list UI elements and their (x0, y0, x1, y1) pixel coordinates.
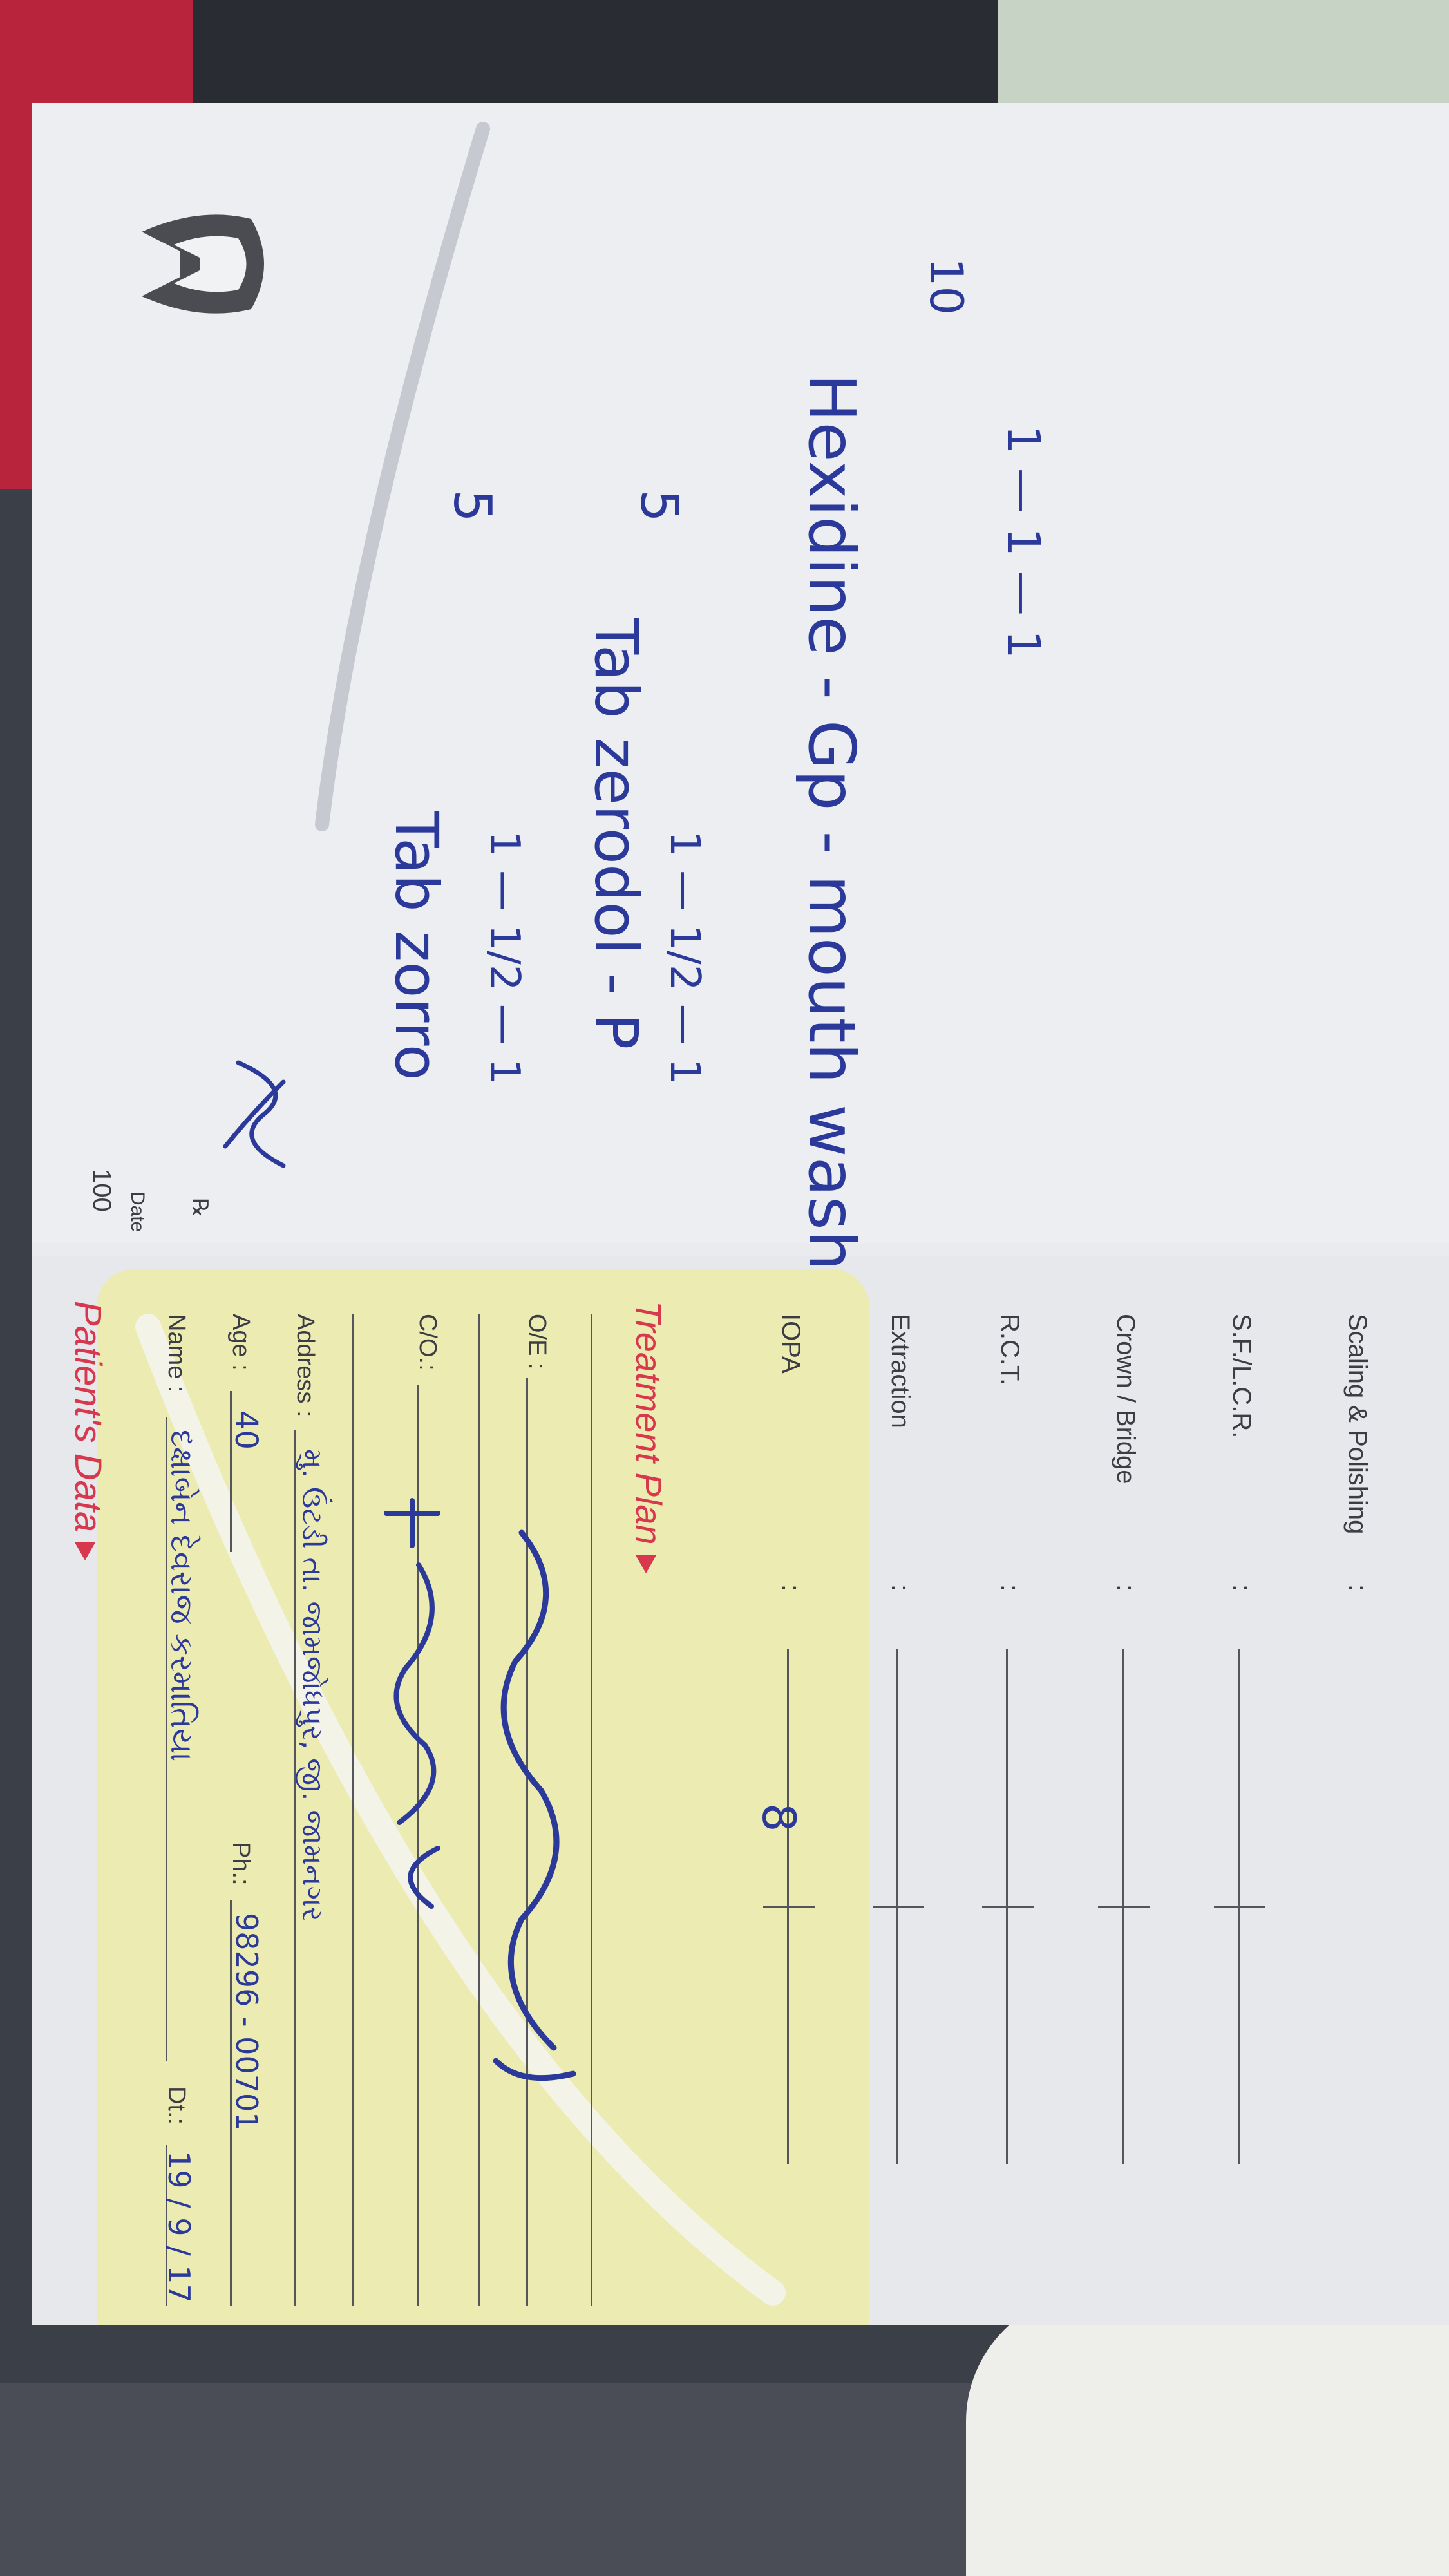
tp-row-rct-label: R.C.T. (996, 1314, 1024, 1386)
tp-row-crown-label: Crown / Bridge (1112, 1314, 1140, 1484)
patients-data-heading (66, 1301, 109, 1560)
treatment-plan-heading-text: Treatment Plan (629, 1301, 669, 1545)
rx-line-4-dose: 1 — 1 — 1 (997, 425, 1050, 659)
age-value: 40 (228, 1410, 264, 1450)
rx-line-3: Hexidine - Gp - mouth wash (794, 374, 869, 1271)
arrow-right-icon (636, 1555, 656, 1573)
age-label: Age : (227, 1314, 254, 1371)
oe-handwriting-scribble (470, 1520, 599, 2099)
patients-data-heading-text: Patient's Data (67, 1301, 109, 1533)
phone-value: 98296 - 00701 (229, 1913, 264, 2131)
doctor-initial-mark (213, 1050, 303, 1179)
tp-row-extraction-tick (873, 1906, 924, 1910)
arrow-right-icon (75, 1542, 95, 1560)
date-label: Date (127, 1191, 148, 1233)
tp-row-extraction-sep: : (886, 1584, 914, 1592)
background-green-fabric (998, 0, 1449, 109)
tp-row-iopa-note: 8 (752, 1803, 805, 1832)
address-label: Address : (292, 1314, 319, 1417)
tp-row-scaling-sep: : (1343, 1584, 1372, 1592)
co-handwriting-scribble (361, 1488, 477, 1926)
arc-left-page (322, 129, 483, 824)
phone-label: Ph.: (227, 1842, 254, 1886)
oe-label: O/E : (524, 1314, 551, 1370)
rx-line-2: Tab zerodol - P (582, 618, 650, 1050)
tp-row-extraction-label: Extraction (886, 1314, 914, 1428)
date-field-label: Dt.: (163, 2087, 190, 2125)
rx-line-1: Tab zorro (382, 811, 451, 1081)
rx-line-2-dose: 1 — 1/2 — 1 (661, 831, 708, 1084)
rx-line-2-days: 5 (629, 489, 689, 522)
treatment-plan-heading (628, 1301, 670, 1573)
rx-line-4-days: 10 (920, 258, 972, 316)
tp-row-iopa-sep: : (777, 1584, 805, 1592)
name-value: દક્ષાબેન દેવરાજ કરમાતિયા (164, 1430, 200, 1762)
blank-line-1 (352, 1314, 354, 2306)
tp-row-crown-tick (1098, 1906, 1150, 1910)
name-label: Name : (163, 1314, 190, 1393)
tp-row-scaling-label: Scaling & Polishing (1343, 1314, 1372, 1535)
tp-row-rct-tick (982, 1906, 1034, 1910)
card-number: 100 (88, 1169, 116, 1212)
tp-row-sf-sep: : (1227, 1584, 1256, 1592)
tp-row-iopa-label: IOPA (777, 1314, 805, 1374)
tp-row-rct-sep: : (996, 1584, 1024, 1592)
address-value: મુ. ઉંટડી તા. જામજોધપુર, જી. જામનગર (296, 1449, 328, 1922)
rx-symbol: ℞ (187, 1198, 212, 1218)
tp-row-crown-sep: : (1112, 1584, 1140, 1592)
tp-row-iopa-tick (763, 1906, 815, 1910)
tp-row-sf-tick (1214, 1906, 1265, 1910)
co-label: C/O.: (414, 1314, 441, 1371)
tooth-logo-icon (129, 200, 277, 328)
tp-row-sf-label: S.F./L.C.R. (1227, 1314, 1256, 1439)
background-white-cloth (966, 2293, 1449, 2576)
rx-line-1-dose: 1 — 1/2 — 1 (480, 831, 528, 1084)
patient-card (32, 103, 1449, 2325)
date-value: 19 / 9 / 17 (162, 2151, 196, 2303)
rx-line-1-days: 5 (442, 489, 502, 522)
